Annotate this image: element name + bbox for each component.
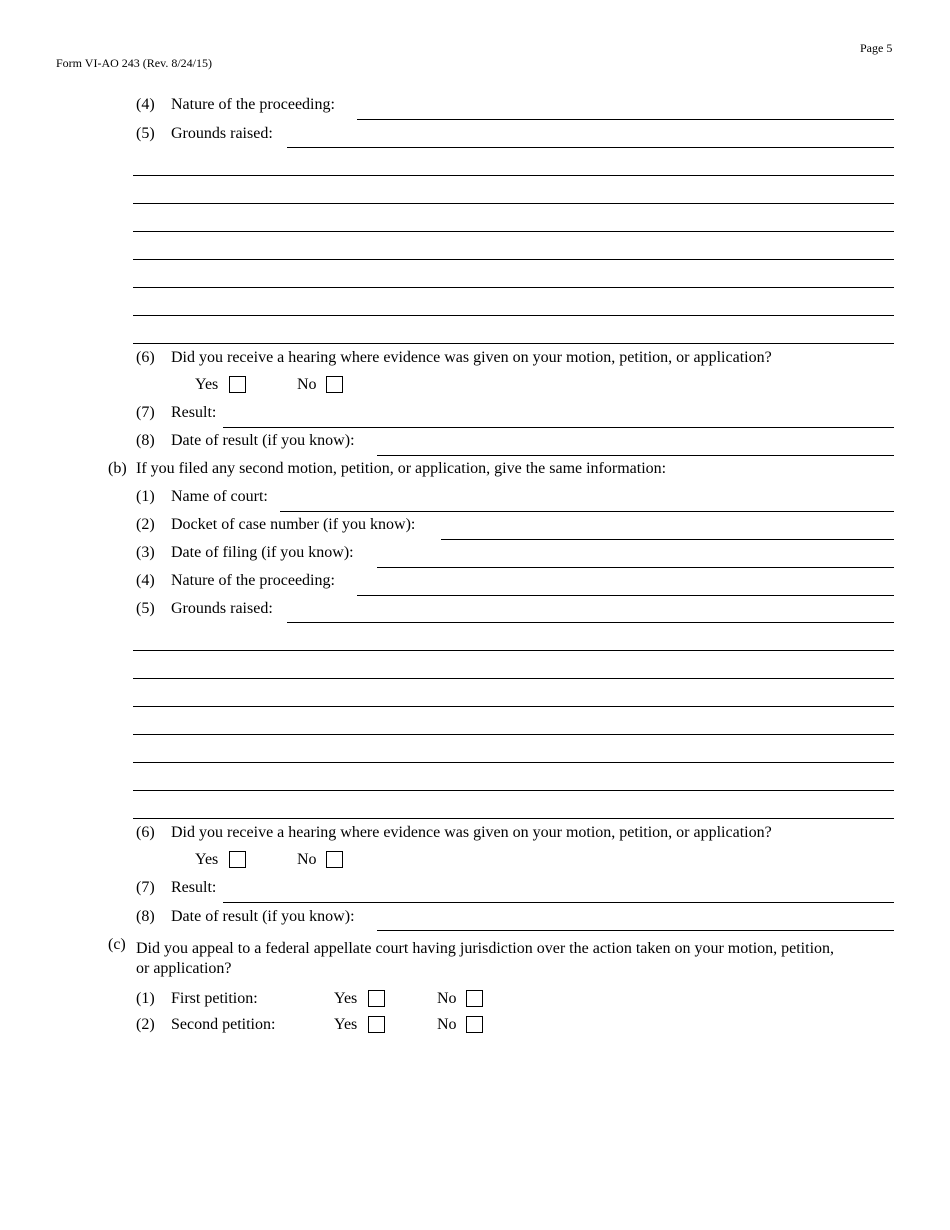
- page-number: Page 5: [860, 41, 893, 55]
- b-q2-number: (2): [136, 516, 155, 533]
- nature-of-proceeding-field[interactable]: [357, 595, 894, 596]
- section-c-label-continued: or application?: [136, 960, 232, 977]
- no-label: No: [437, 1016, 457, 1033]
- b-q8-label: Date of result (if you know):: [171, 908, 355, 925]
- docket-number-field[interactable]: [441, 539, 894, 540]
- section-b-label: If you filed any second motion, petition, or application, give the same information:: [136, 460, 667, 477]
- b-q3-label: Date of filing (if you know):: [171, 544, 354, 561]
- name-of-court-field[interactable]: [280, 511, 894, 512]
- b-q5-number: (5): [136, 600, 155, 617]
- b-q7-label: Result:: [171, 879, 217, 896]
- first-petition-yes-checkbox[interactable]: [368, 990, 385, 1007]
- grounds-raised-line[interactable]: [133, 790, 894, 791]
- no-label: No: [297, 851, 317, 868]
- q7-label: Result:: [171, 404, 217, 421]
- form-id: Form VI-AO 243 (Rev. 8/24/15): [56, 56, 212, 70]
- first-petition-no-checkbox[interactable]: [466, 990, 483, 1007]
- grounds-raised-line[interactable]: [133, 734, 894, 735]
- second-petition-yes-checkbox[interactable]: [368, 1016, 385, 1033]
- q4-number: (4): [136, 96, 155, 113]
- grounds-raised-line[interactable]: [133, 706, 894, 707]
- c-q1-number: (1): [136, 990, 155, 1007]
- b-q8-number: (8): [136, 908, 155, 925]
- grounds-raised-line[interactable]: [133, 818, 894, 819]
- q5-number: (5): [136, 125, 155, 142]
- grounds-raised-line[interactable]: [133, 203, 894, 204]
- nature-of-proceeding-field[interactable]: [357, 119, 894, 120]
- yes-label: Yes: [195, 851, 219, 868]
- hearing-no-checkbox[interactable]: [326, 376, 343, 393]
- b-q2-label: Docket of case number (if you know):: [171, 516, 416, 533]
- b-q5-label: Grounds raised:: [171, 600, 273, 617]
- yes-label: Yes: [334, 990, 358, 1007]
- grounds-raised-line[interactable]: [133, 287, 894, 288]
- grounds-raised-field[interactable]: [287, 622, 894, 623]
- grounds-raised-line[interactable]: [133, 315, 894, 316]
- date-of-result-field[interactable]: [377, 455, 894, 456]
- hearing-yes-checkbox[interactable]: [229, 376, 246, 393]
- q7-number: (7): [136, 404, 155, 421]
- grounds-raised-line[interactable]: [133, 678, 894, 679]
- hearing-yes-checkbox[interactable]: [229, 851, 246, 868]
- q6-number: (6): [136, 349, 155, 366]
- second-petition-no-checkbox[interactable]: [466, 1016, 483, 1033]
- grounds-raised-line[interactable]: [133, 259, 894, 260]
- b-q3-number: (3): [136, 544, 155, 561]
- q4-label: Nature of the proceeding:: [171, 96, 335, 113]
- q8-label: Date of result (if you know):: [171, 432, 355, 449]
- b-q1-number: (1): [136, 488, 155, 505]
- b-q6-number: (6): [136, 824, 155, 841]
- c-q2-number: (2): [136, 1016, 155, 1033]
- result-field[interactable]: [223, 427, 894, 428]
- q8-number: (8): [136, 432, 155, 449]
- c-q2-label: Second petition:: [171, 1016, 276, 1033]
- b-q6-label: Did you receive a hearing where evidence was given on your motion, petition, or application?: [171, 824, 772, 841]
- yes-label: Yes: [195, 376, 219, 393]
- grounds-raised-line[interactable]: [133, 762, 894, 763]
- no-label: No: [297, 376, 317, 393]
- grounds-raised-line[interactable]: [133, 231, 894, 232]
- q5-label: Grounds raised:: [171, 125, 273, 142]
- b-q4-number: (4): [136, 572, 155, 589]
- result-field[interactable]: [223, 902, 894, 903]
- no-label: No: [437, 990, 457, 1007]
- date-of-filing-field[interactable]: [377, 567, 894, 568]
- yes-label: Yes: [334, 1016, 358, 1033]
- b-q1-label: Name of court:: [171, 488, 268, 505]
- grounds-raised-line[interactable]: [133, 343, 894, 344]
- hearing-no-checkbox[interactable]: [326, 851, 343, 868]
- grounds-raised-line[interactable]: [133, 175, 894, 176]
- b-q4-label: Nature of the proceeding:: [171, 572, 335, 589]
- section-c-number: (c): [108, 936, 126, 953]
- c-q1-label: First petition:: [171, 990, 258, 1007]
- b-q7-number: (7): [136, 879, 155, 896]
- date-of-result-field[interactable]: [377, 930, 894, 931]
- section-b-number: (b): [108, 460, 127, 477]
- section-c-label: Did you appeal to a federal appellate court having jurisdiction over the action taken on your motion, petition,: [136, 940, 835, 957]
- grounds-raised-field[interactable]: [287, 147, 894, 148]
- grounds-raised-line[interactable]: [133, 650, 894, 651]
- q6-label: Did you receive a hearing where evidence was given on your motion, petition, or application?: [171, 349, 772, 366]
